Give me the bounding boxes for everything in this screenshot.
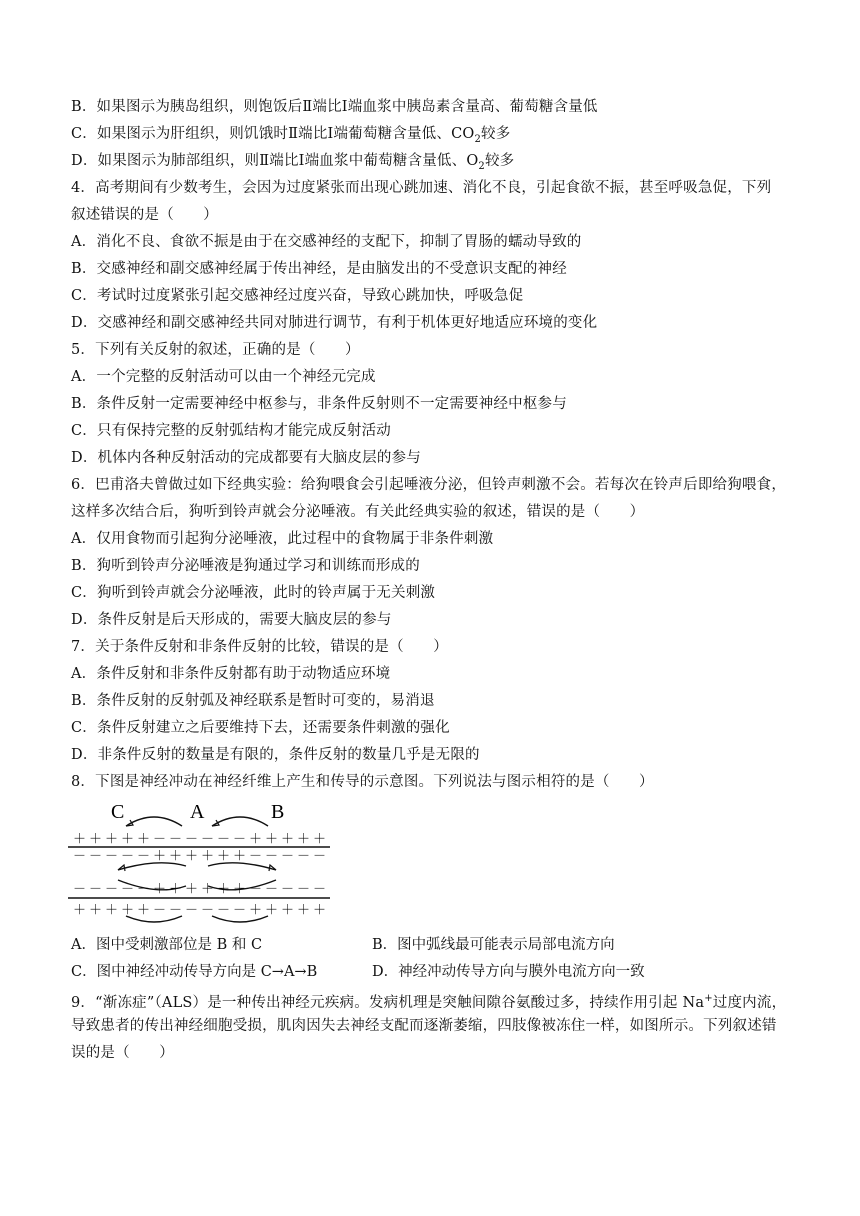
- q6-stem-line2: 这样多次结合后，狗听到铃声就会分泌唾液。有关此经典实验的叙述，错误的是（ ）: [71, 504, 645, 520]
- q6-option-b: B．狗听到铃声分泌唾液是狗通过学习和训练而形成的: [71, 558, 420, 574]
- q4-option-b: B．交感神经和副交感神经属于传出神经，是由脑发出的不受意识支配的神经: [71, 261, 567, 277]
- q7-option-b: B．条件反射的反射弧及神经联系是暂时可变的，易消退: [71, 693, 435, 709]
- q5-option-d: D．机体内各种反射活动的完成都要有大脑皮层的参与: [71, 450, 421, 466]
- diagram-label-b: B: [271, 801, 285, 823]
- q3-option-b: B．如果图示为胰岛组织，则饱饭后Ⅱ端比Ⅰ端血浆中胰岛素含量高、葡萄糖含量低: [71, 99, 598, 115]
- membrane-outer-bottom-charges: ＋＋＋＋＋－－－－－－＋＋＋＋＋: [73, 903, 326, 918]
- q7-stem: 7．关于条件反射和非条件反射的比较，错误的是（ ）: [71, 639, 448, 655]
- q5-option-a: A．一个完整的反射活动可以由一个神经元完成: [71, 369, 376, 385]
- q9-stem-line2: 导致患者的传出神经细胞受损，肌肉因失去神经支配而逐渐萎缩，四肢像被冻住一样，如图所示。下列叙述错: [71, 1018, 777, 1034]
- q6-option-c: C．狗听到铃声就会分泌唾液，此时的铃声属于无关刺激: [71, 585, 436, 601]
- q4-stem-line2: 叙述错误的是（ ）: [71, 207, 218, 223]
- q7-option-a: A．条件反射和非条件反射都有助于动物适应环境: [71, 666, 391, 682]
- membrane-inner-top-charges: －－－－－＋＋＋＋＋＋－－－－－: [73, 849, 326, 864]
- q5-option-b: B．条件反射一定需要神经中枢参与，非条件反射则不一定需要神经中枢参与: [71, 396, 567, 412]
- q8-option-c: C．图中神经冲动传导方向是 C→A→B: [71, 964, 318, 980]
- q9-stem-line3: 误的是（ ）: [71, 1045, 174, 1061]
- membrane-inner-bottom-charges: －－－－－＋＋＋＋＋＋－－－－－: [73, 882, 326, 897]
- top-arc-right: [212, 817, 268, 826]
- q9-stem-line1: 9．“渐冻症”（ALS）是一种传出神经元疾病。发病机理是突触间隙谷氨酸过多，持续作用引起 Na+过度内流，: [71, 993, 787, 1011]
- q6-stem-line1: 6．巴甫洛夫曾做过如下经典实验：给狗喂食会引起唾液分泌，但铃声刺激不会。若每次在铃声后即给狗喂食，: [71, 477, 787, 493]
- membrane-outer-top-charges: ＋＋＋＋＋－－－－－－＋＋＋＋＋: [73, 832, 326, 847]
- diagram-label-a: A: [190, 801, 205, 823]
- q4-stem-line1: 4．高考期间有少数考生，会因为过度紧张而出现心跳加速、消化不良，引起食欲不振，甚至呼吸急促，下列: [71, 180, 772, 196]
- q8-option-b: B．图中弧线最可能表示局部电流方向: [372, 937, 615, 953]
- diagram-label-c: C: [111, 801, 125, 823]
- q6-option-a: A．仅用食物而引起狗分泌唾液，此过程中的食物属于非条件刺激: [71, 531, 494, 547]
- q4-option-c: C．考试时过度紧张引起交感神经过度兴奋，导致心跳加快，呼吸急促: [71, 288, 524, 304]
- q8-option-d: D．神经冲动传导方向与膜外电流方向一致: [372, 964, 645, 980]
- q4-option-d: D．交感神经和副交感神经共同对肺进行调节，有利于机体更好地适应环境的变化: [71, 315, 598, 331]
- q5-stem: 5．下列有关反射的叙述，正确的是（ ）: [71, 342, 360, 358]
- q3-option-d: D．如果图示为肺部组织，则Ⅱ端比Ⅰ端血浆中葡萄糖含量低、$O_2$较多: [71, 153, 515, 172]
- q3-option-c: C．如果图示为肝组织，则饥饿时Ⅱ端比Ⅰ端葡萄糖含量低、$CO_2$较多: [71, 126, 511, 145]
- q8-stem: 8．下图是神经冲动在神经纤维上产生和传导的示意图。下列说法与图示相符的是（ ）: [71, 774, 654, 790]
- q4-option-a: A．消化不良、食欲不振是由于在交感神经的支配下，抑制了胃肠的蠕动导致的: [71, 234, 582, 250]
- q5-option-c: C．只有保持完整的反射弧结构才能完成反射活动: [71, 423, 391, 439]
- q8-option-a: A．图中受刺激部位是 B 和 C: [71, 937, 263, 953]
- q6-option-d: D．条件反射是后天形成的，需要大脑皮层的参与: [71, 612, 392, 628]
- top-arc-left: [126, 817, 182, 826]
- q7-option-c: C．条件反射建立之后要维持下去，还需要条件刺激的强化: [71, 720, 450, 736]
- q7-option-d: D．非条件反射的数量是有限的，条件反射的数量几乎是无限的: [71, 747, 480, 763]
- nerve-impulse-diagram: [66, 796, 336, 924]
